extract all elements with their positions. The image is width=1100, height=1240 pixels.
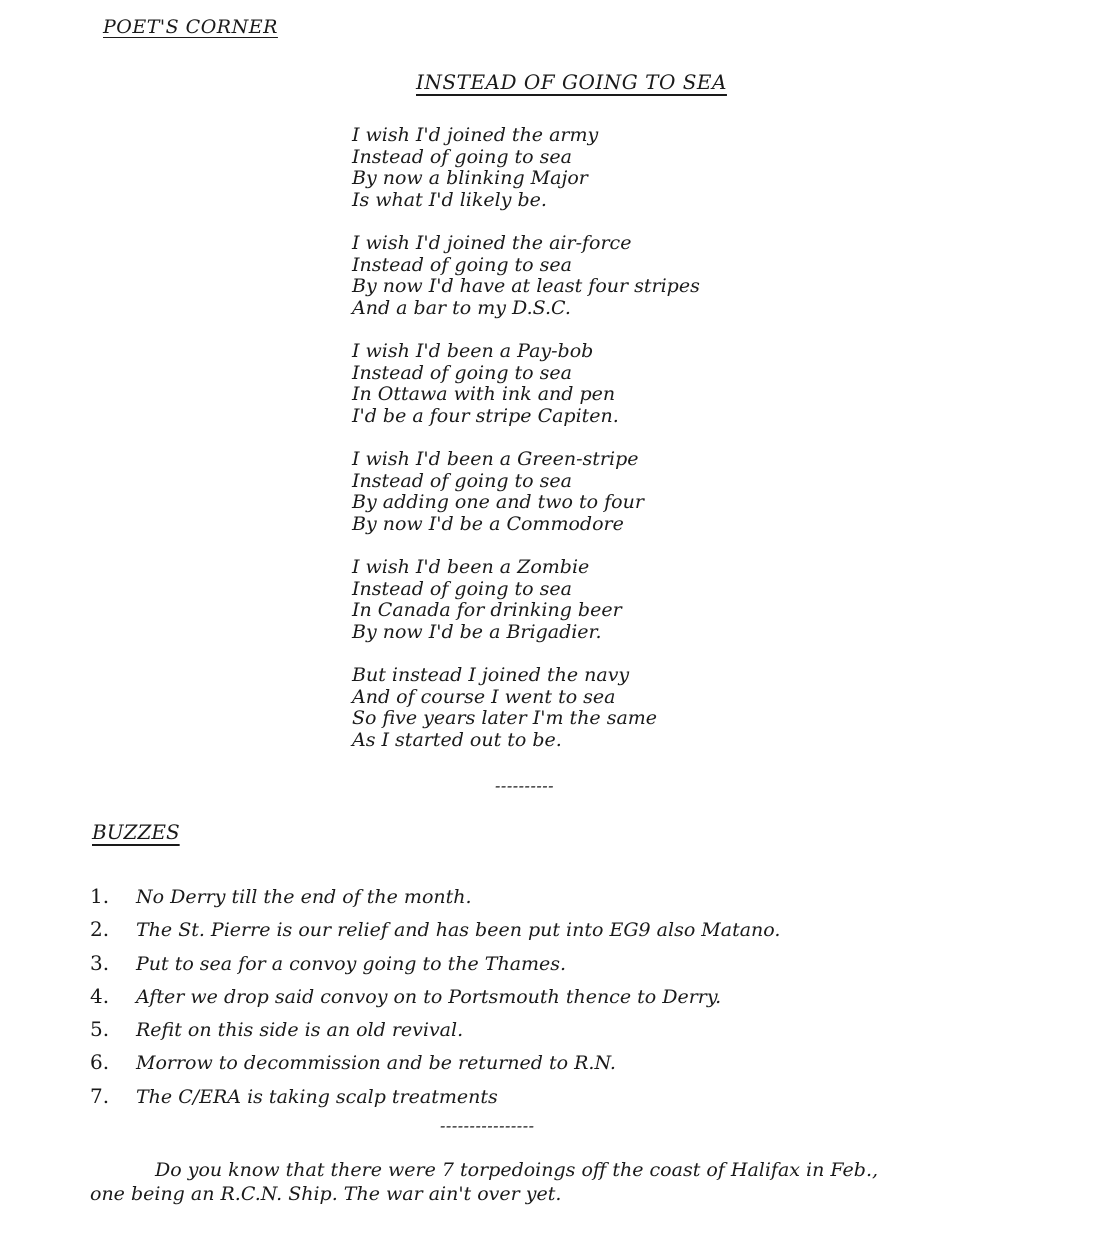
list-item-text: The C/ERA is taking scalp treatments [136,1085,498,1108]
list-item [90,1017,990,1050]
poem-line: By adding one and two to four [352,491,644,513]
poem-title: INSTEAD OF GOING TO SEA [416,70,727,94]
list-item-number: 6. [90,1050,110,1075]
poem-line: Instead of going to sea [352,469,572,492]
poem-line: As I started out to be. [352,728,562,751]
poem-line: I wish I'd been a Green-stripe [352,448,639,470]
poem-line: I wish I'd been a Pay-bob [352,340,594,362]
list-item-number: 2. [90,917,110,942]
poem-line: I'd be a four stripe Capiten. [352,404,619,427]
list-item-number: 7. [90,1083,110,1108]
poem-line: And of course I went to sea [352,685,616,708]
list-item-text: No Derry till the end of the month. [136,886,472,908]
list-item [90,984,990,1017]
section-divider: ---------- [495,776,555,795]
list-item-text: Put to sea for a convoy going to the Thames. [136,952,567,975]
list-item [90,884,990,917]
list-item-number: 3. [90,950,110,975]
poem-line: So five years later I'm the same [352,707,658,729]
list-item-text: Refit on this side is an old revival. [136,1019,464,1042]
section-divider: ---------------- [440,1116,535,1135]
poem-line: I wish I'd joined the army [352,124,599,146]
poem-stanza [352,449,872,535]
poem-line: By now I'd be a Brigadier. [352,620,602,643]
poem-stanza [352,665,872,751]
list-item-text: After we drop said convoy on to Portsmouth thence to Derry. [136,985,722,1008]
list-item-text: The St. Pierre is our relief and has been put into EG9 also Matano. [136,919,781,942]
poem [352,125,872,773]
poem-line: Instead of going to sea [352,145,572,168]
poem-line: I wish I'd joined the air-force [352,232,632,254]
poem-line: In Canada for drinking beer [352,599,622,621]
poem-line: But instead I joined the navy [352,664,630,686]
section-title: POET'S CORNER [103,16,278,38]
poem-line: Instead of going to sea [352,577,572,600]
buzzes-heading: BUZZES [92,820,180,844]
poem-line: And a bar to my D.S.C. [352,296,571,319]
footer-line: one being an R.C.N. Ship. The war ain't over yet. [90,1183,562,1205]
list-item [90,1050,990,1083]
buzzes-list [90,884,990,1117]
list-item-number: 4. [90,983,110,1008]
footer-line: Do you know that there were 7 torpedoings off the coast of Halifax in Feb., [155,1159,879,1181]
poem-stanza [352,557,872,643]
poem-line: By now I'd be a Commodore [352,512,624,535]
list-item-number: 5. [90,1017,110,1042]
list-item-number: 1. [90,884,110,908]
poem-line: I wish I'd been a Zombie [352,556,590,578]
poem-stanza [352,233,872,319]
poem-line: By now I'd have at least four stripes [352,275,700,297]
list-item-text: Morrow to decommission and be returned to R.N. [136,1052,616,1075]
poem-line: Instead of going to sea [352,361,572,384]
list-item [90,951,990,984]
poem-line: Instead of going to sea [352,253,572,276]
poem-line: By now a blinking Major [352,167,588,189]
poem-line: In Ottawa with ink and pen [352,383,616,405]
poem-line: Is what I'd likely be. [352,188,547,211]
list-item [90,917,990,950]
poem-stanza [352,125,872,211]
poem-stanza [352,341,872,427]
footer-note [90,1158,990,1206]
list-item [90,1084,990,1117]
